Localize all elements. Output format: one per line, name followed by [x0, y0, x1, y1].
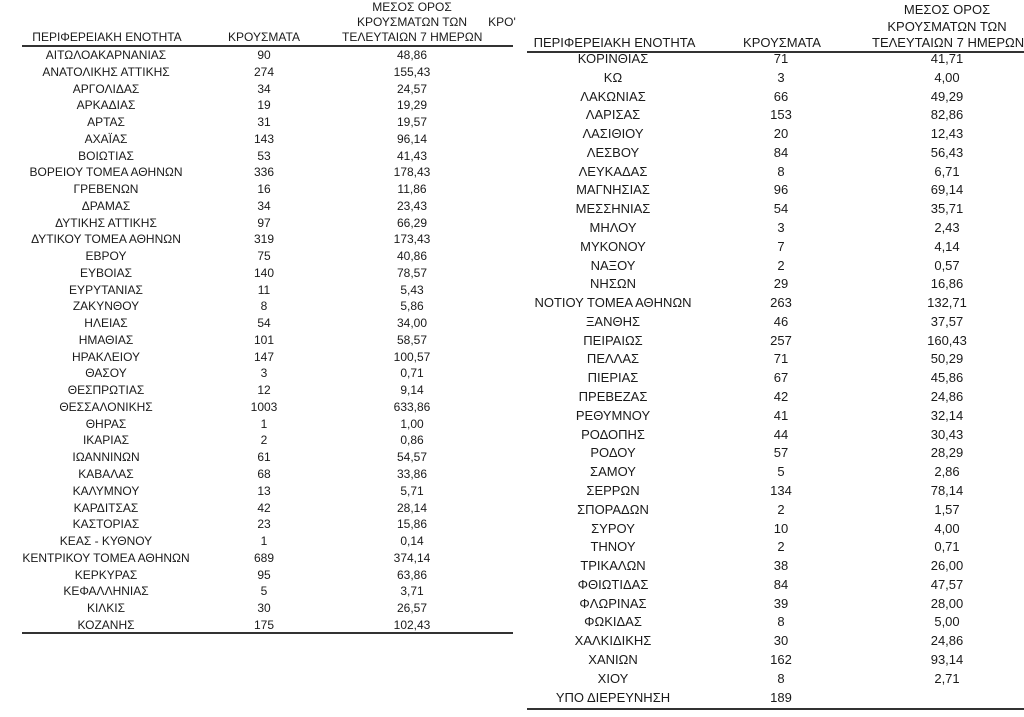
cases-cell: 66	[773, 88, 789, 104]
cases-cell: 20	[773, 126, 789, 142]
cases-cell: 38	[773, 558, 789, 574]
region-cell: ΣΥΡΟΥ	[591, 520, 635, 536]
cases-cell: 16	[257, 182, 271, 197]
avg-cell: 5,00	[934, 614, 960, 630]
cases-cell: 71	[773, 351, 789, 367]
region-cell: ΣΕΡΡΩΝ	[586, 482, 640, 498]
cases-cell: 1	[260, 416, 268, 431]
region-cell: ΚΙΛΚΙΣ	[86, 601, 126, 616]
region-cell: ΘΕΣΣΑΛΟΝΙΚΗΣ	[59, 399, 153, 414]
header-cases: ΚΡΟΥΣΜΑΤΑ	[743, 35, 821, 50]
cases-cell: 189	[770, 689, 792, 705]
avg-cell: 102,43	[393, 617, 431, 632]
region-cell: ΣΑΜΟΥ	[590, 464, 636, 480]
region-cell: ΡΕΘΥΜΝΟΥ	[575, 407, 651, 423]
avg-cell: 23,43	[396, 198, 428, 213]
region-cell: ΑΝΑΤΟΛΙΚΗΣ ΑΤΤΙΚΗΣ	[42, 64, 170, 79]
avg-cell: 4,00	[934, 520, 960, 536]
region-cell: ΒΟΡΕΙΟΥ ΤΟΜΕΑ ΑΘΗΝΩΝ	[29, 165, 183, 180]
avg-cell: 82,86	[930, 107, 964, 123]
avg-cell: 41,43	[396, 148, 428, 163]
avg-cell: 37,57	[930, 313, 964, 329]
region-cell: ΚΟΡΙΝΘΙΑΣ	[577, 51, 649, 66]
region-cell: ΚΕΦΑΛΛΗΝΙΑΣ	[63, 584, 149, 599]
cases-cell: 31	[257, 115, 271, 130]
region-cell: ΜΕΣΣΗΝΙΑΣ	[575, 201, 651, 217]
region-cell: ΕΥΒΟΙΑΣ	[79, 265, 133, 280]
avg-cell: 26,00	[930, 558, 964, 574]
region-cell: ΚΑΛΥΜΝΟΥ	[72, 483, 140, 498]
avg-cell: 96,14	[396, 131, 428, 146]
cases-cell: 39	[773, 595, 789, 611]
region-cell: ΝΟΤΙΟΥ ΤΟΜΕΑ ΑΘΗΝΩΝ	[534, 295, 692, 311]
avg-cell: 24,86	[930, 633, 964, 649]
cases-cell: 2	[777, 257, 785, 273]
cases-cell: 19	[257, 98, 271, 113]
region-cell: ΓΡΕΒΕΝΩΝ	[73, 182, 139, 197]
region-cell: ΗΡΑΚΛΕΙΟΥ	[71, 349, 141, 364]
region-cell: ΧΑΝΙΩΝ	[588, 651, 638, 667]
avg-cell: 2,71	[934, 670, 960, 686]
avg-cell: 41,71	[930, 51, 964, 66]
cases-cell: 2	[777, 539, 785, 555]
cases-cell: 96	[773, 182, 789, 198]
cases-cell: 84	[773, 576, 789, 592]
region-cell: ΚΕΡΚΥΡΑΣ	[74, 567, 138, 582]
cases-cell: 46	[773, 313, 789, 329]
cases-cell: 42	[257, 500, 271, 515]
cases-cell: 162	[770, 651, 792, 667]
region-cell: ΦΛΩΡΙΝΑΣ	[579, 595, 647, 611]
avg-cell: 0,71	[934, 539, 960, 555]
avg-cell: 47,57	[930, 576, 964, 592]
cases-cell: 54	[257, 316, 271, 331]
cases-cell: 95	[257, 567, 271, 582]
region-cell: ΖΑΚΥΝΘΟΥ	[72, 299, 140, 314]
region-cell: ΘΕΣΠΡΩΤΙΑΣ	[67, 383, 145, 398]
cases-cell: 68	[257, 467, 271, 481]
region-cell: ΘΗΡΑΣ	[85, 416, 127, 431]
cases-cell: 3	[777, 69, 785, 85]
avg-cell: 40,86	[396, 249, 428, 264]
region-cell: ΤΡΙΚΑΛΩΝ	[580, 558, 646, 574]
avg-cell: 155,43	[393, 64, 431, 79]
avg-cell: 33,86	[396, 467, 428, 481]
cases-cell: 61	[257, 450, 271, 465]
region-cell: ΠΕΙΡΑΙΩΣ	[583, 332, 643, 348]
bottom-divider	[527, 708, 1024, 710]
avg-cell: 63,86	[396, 567, 428, 582]
cases-cell: 8	[777, 670, 785, 686]
avg-cell: 2,43	[934, 220, 960, 236]
avg-cell: 19,29	[396, 98, 428, 113]
region-cell: ΕΥΡΥΤΑΝΙΑΣ	[69, 282, 143, 297]
header-avg-line1: ΜΕΣΟΣ ΟΡΟΣ	[903, 2, 991, 17]
cases-cell: 23	[257, 517, 271, 532]
header-region: ΠΕΡΙΦΕΡΕΙΑΚΗ ΕΝΟΤΗΤΑ	[533, 35, 696, 50]
cases-cell: 54	[773, 201, 789, 217]
cases-cell: 263	[770, 295, 792, 311]
cases-cell: 10	[773, 520, 789, 536]
avg-cell: 3,71	[400, 584, 424, 599]
avg-cell: 49,29	[930, 88, 964, 104]
header-avg-line3: ΤΕΛΕΥΤΑΙΩΝ 7 ΗΜΕΡΩΝ	[872, 35, 1024, 50]
region-cell: ΚΟΖΑΝΗΣ	[77, 617, 135, 632]
avg-cell: 28,14	[396, 500, 428, 515]
region-cell: ΛΑΣΙΘΙΟΥ	[582, 126, 644, 142]
region-cell: ΛΑΡΙΣΑΣ	[585, 107, 641, 123]
cases-cell: 12	[257, 383, 271, 398]
region-cell: ΕΒΡΟΥ	[85, 249, 127, 264]
avg-cell: 78,57	[396, 265, 428, 280]
region-cell: ΠΙΕΡΙΑΣ	[587, 370, 639, 386]
cases-cell: 1	[260, 534, 268, 549]
region-cell: ΔΥΤΙΚΟΥ ΤΟΜΕΑ ΑΘΗΝΩΝ	[31, 232, 181, 247]
region-cell: ΑΡΓΟΛΙΔΑΣ	[72, 81, 140, 96]
cases-cell: 1003	[250, 399, 278, 414]
avg-cell: 30,43	[930, 426, 964, 442]
header-avg-line3: ΤΕΛΕΥΤΑΙΩΝ 7 ΗΜΕΡΩΝ	[342, 30, 483, 44]
region-cell: ΚΩ	[603, 69, 623, 85]
cases-cell: 689	[253, 550, 275, 565]
cases-cell: 8	[777, 163, 785, 179]
avg-cell: 178,43	[393, 165, 431, 180]
avg-cell: 24,57	[396, 81, 428, 96]
cases-cell: 8	[777, 614, 785, 630]
cases-cell: 153	[770, 107, 792, 123]
avg-cell: 24,86	[930, 389, 964, 405]
avg-cell: 1,57	[934, 501, 960, 517]
avg-cell: 50,29	[930, 351, 964, 367]
avg-cell: 12,43	[930, 126, 964, 142]
header-avg-line1: ΜΕΣΟΣ ΟΡΟΣ	[372, 0, 452, 14]
cases-cell: 57	[773, 445, 789, 461]
region-cell: ΠΕΛΛΑΣ	[586, 351, 640, 367]
avg-cell: 0,14	[400, 534, 424, 549]
region-cell: ΔΥΤΙΚΗΣ ΑΤΤΙΚΗΣ	[55, 215, 157, 230]
region-cell: ΙΚΑΡΙΑΣ	[82, 433, 130, 448]
region-cell: ΜΑΓΝΗΣΙΑΣ	[576, 182, 650, 198]
cases-cell: 143	[253, 131, 275, 146]
region-cell: ΣΠΟΡΑΔΩΝ	[577, 501, 649, 517]
header-cases: ΚΡΟΥΣΜΑΤΑ	[228, 30, 300, 44]
avg-cell: 132,71	[927, 295, 967, 311]
cases-cell: 2	[260, 433, 268, 448]
avg-cell: 9,14	[400, 383, 424, 398]
region-cell: ΡΟΔΟΠΗΣ	[581, 426, 645, 442]
avg-cell: 15,86	[396, 517, 428, 532]
cases-cell: 101	[253, 332, 275, 347]
avg-cell: 160,43	[927, 332, 967, 348]
avg-cell: 0,86	[400, 433, 424, 448]
avg-cell: 6,71	[934, 163, 960, 179]
region-cell: ΑΡΤΑΣ	[87, 115, 125, 130]
avg-cell: 100,57	[393, 349, 431, 364]
header-cut-off: ΚΡΟ'	[488, 15, 516, 29]
avg-cell: 173,43	[393, 232, 431, 247]
cases-cell: 319	[253, 232, 275, 247]
region-cell: ΡΟΔΟΥ	[590, 445, 636, 461]
avg-cell: 56,43	[930, 144, 964, 160]
region-cell: ΤΗΝΟΥ	[590, 539, 636, 555]
avg-cell: 0,71	[400, 366, 424, 381]
avg-cell: 45,86	[930, 370, 964, 386]
cases-cell: 71	[773, 51, 789, 66]
region-cell: ΜΥΚΟΝΟΥ	[580, 238, 646, 254]
avg-cell: 69,14	[930, 182, 964, 198]
avg-cell: 54,57	[396, 450, 428, 465]
avg-cell: 93,14	[930, 651, 964, 667]
avg-cell: 34,00	[396, 316, 428, 331]
region-cell: ΗΜΑΘΙΑΣ	[78, 332, 134, 347]
cases-cell: 3	[260, 366, 268, 381]
region-cell: ΚΕΑΣ - ΚΥΘΝΟΥ	[59, 534, 153, 549]
avg-cell: 4,14	[934, 238, 960, 254]
cases-cell: 34	[257, 81, 271, 96]
cases-cell: 8	[260, 299, 268, 314]
region-cell: ΠΡΕΒΕΖΑΣ	[578, 389, 648, 405]
cases-cell: 42	[773, 389, 789, 405]
region-cell: ΚΑΡΔΙΤΣΑΣ	[73, 500, 139, 515]
avg-cell: 5,71	[400, 483, 424, 498]
region-cell: ΚΕΝΤΡΙΚΟΥ ΤΟΜΕΑ ΑΘΗΝΩΝ	[22, 550, 190, 565]
avg-cell: 0,57	[934, 257, 960, 273]
avg-cell: 4,00	[934, 69, 960, 85]
avg-cell: 11,86	[397, 182, 427, 197]
cases-cell: 257	[770, 332, 792, 348]
region-cell: ΚΑΒΑΛΑΣ	[78, 467, 134, 481]
cases-cell: 97	[257, 215, 271, 230]
cases-cell: 13	[257, 483, 271, 498]
cases-cell: 34	[257, 198, 271, 213]
region-cell: ΚΑΣΤΟΡΙΑΣ	[72, 517, 140, 532]
cases-cell: 30	[773, 633, 789, 649]
cases-cell: 3	[777, 220, 785, 236]
avg-cell: 58,57	[396, 332, 428, 347]
region-cell: ΧΑΛΚΙΔΙΚΗΣ	[574, 633, 652, 649]
left-cases-table	[22, 0, 516, 640]
header-region: ΠΕΡΙΦΕΡΕΙΑΚΗ ΕΝΟΤΗΤΑ	[32, 30, 182, 44]
region-cell: ΛΕΥΚΑΔΑΣ	[578, 163, 648, 179]
cases-cell: 75	[257, 249, 271, 264]
avg-cell: 32,14	[930, 407, 964, 423]
avg-cell: 5,43	[400, 282, 424, 297]
cases-cell: 175	[253, 617, 275, 632]
cases-cell: 41	[773, 407, 789, 423]
cases-cell: 2	[777, 501, 785, 517]
header-avg-line2: ΚΡΟΥΣΜΑΤΩΝ ΤΩΝ	[887, 19, 1007, 34]
avg-cell: 2,86	[934, 464, 960, 480]
cases-cell: 140	[253, 265, 275, 280]
region-cell: ΔΡΑΜΑΣ	[81, 198, 131, 213]
avg-cell: 374,14	[393, 550, 431, 565]
region-cell: ΝΗΣΩΝ	[590, 276, 636, 292]
cases-cell: 11	[257, 282, 271, 297]
avg-cell: 66,29	[396, 215, 428, 230]
cases-cell: 7	[777, 238, 785, 254]
region-cell: ΑΡΚΑΔΙΑΣ	[76, 98, 136, 113]
cases-cell: 29	[773, 276, 789, 292]
avg-cell: 28,00	[930, 595, 964, 611]
cases-cell: 90	[257, 48, 271, 62]
region-cell: ΥΠΟ ΔΙΕΡΕΥΝΗΣΗ	[555, 689, 671, 705]
avg-cell: 28,29	[930, 445, 964, 461]
avg-cell: 78,14	[930, 482, 964, 498]
avg-cell: 19,57	[396, 115, 428, 130]
avg-cell: 1,00	[400, 416, 424, 431]
cases-cell: 44	[773, 426, 789, 442]
cases-cell: 84	[773, 144, 789, 160]
header-avg-line2: ΚΡΟΥΣΜΑΤΩΝ ΤΩΝ	[356, 15, 468, 29]
cases-cell: 147	[253, 349, 275, 364]
cases-cell: 336	[253, 165, 275, 180]
region-cell: ΝΑΞΟΥ	[590, 257, 636, 273]
right-cases-table	[527, 0, 1024, 717]
region-cell: ΧΙΟΥ	[597, 670, 629, 686]
region-cell: ΦΩΚΙΔΑΣ	[584, 614, 642, 630]
avg-cell: 16,86	[930, 276, 964, 292]
region-cell: ΜΗΛΟΥ	[589, 220, 637, 236]
cases-cell: 5	[777, 464, 785, 480]
cases-cell: 274	[253, 64, 275, 79]
region-cell: ΑΧΑΪΑΣ	[84, 131, 128, 146]
region-cell: ΘΑΣΟΥ	[85, 366, 127, 381]
avg-cell: 48,86	[396, 48, 428, 62]
avg-cell: 5,86	[400, 299, 424, 314]
region-cell: ΦΘΙΩΤΙΔΑΣ	[577, 576, 649, 592]
header-divider	[22, 45, 513, 47]
region-cell: ΙΩΑΝΝΙΝΩΝ	[72, 450, 140, 465]
bottom-divider	[22, 632, 513, 634]
region-cell: ΛΑΚΩΝΙΑΣ	[580, 88, 646, 104]
cases-cell: 5	[260, 584, 268, 599]
cases-cell: 30	[257, 601, 271, 616]
region-cell: ΞΑΝΘΗΣ	[585, 313, 641, 329]
cases-cell: 53	[257, 148, 271, 163]
region-cell: ΛΕΣΒΟΥ	[586, 144, 640, 160]
region-cell: ΒΟΙΩΤΙΑΣ	[78, 148, 134, 163]
avg-cell: 35,71	[930, 201, 964, 217]
avg-cell: 633,86	[393, 399, 431, 414]
cases-cell: 67	[773, 370, 789, 386]
avg-cell: 26,57	[396, 601, 428, 616]
region-cell: ΗΛΕΙΑΣ	[84, 316, 128, 331]
region-cell: ΑΙΤΩΛΟΑΚΑΡΝΑΝΙΑΣ	[45, 48, 167, 62]
cases-cell: 134	[770, 482, 792, 498]
